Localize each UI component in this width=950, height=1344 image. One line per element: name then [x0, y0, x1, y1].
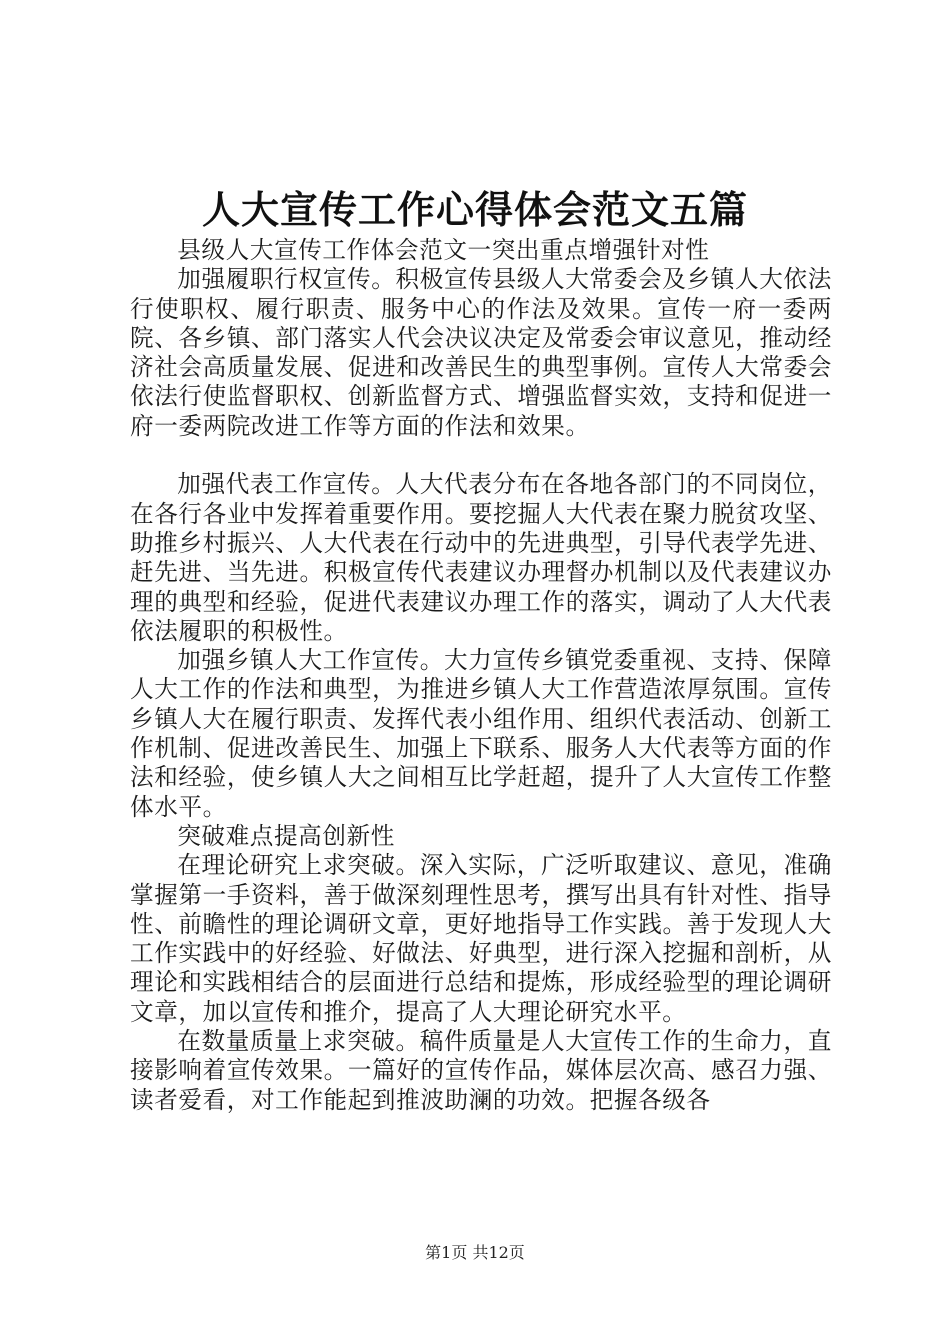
document-title: 人大宣传工作心得体会范文五篇: [201, 187, 748, 232]
paragraph-5: 在数量质量上求突破。稿件质量是人大宣传工作的生命力，直接影响着宣传效果。一篇好的宣传作品，媒体层次高、感召力强、读者爱看，对工作能起到推波助澜的功效。把握各级各: [130, 1027, 832, 1114]
paragraph-2: 加强代表工作宣传。人大代表分布在各地各部门的不同岗位，在各行各业中发挥着重要作用。要挖掘人大代表在聚力脱贫攻坚、助推乡村振兴、人大代表在行动中的先进典型，引导代表学先进、赶先进、当先进。积极宣传代表建议办理督办机制以及代表建议办理的典型和经验，促进代表建议办理工作的落实，调动了人大代表依法履职的积极性。: [130, 470, 832, 645]
paragraph-subtitle: 县级人大宣传工作体会范文一突出重点增强针对性: [177, 236, 710, 264]
paragraph-3: 加强乡镇人大工作宣传。大力宣传乡镇党委重视、支持、保障人大工作的作法和典型，为推进乡镇人大工作营造浓厚氛围。宣传乡镇人大在履行职责、发挥代表小组作用、组织代表活动、创新工作机制、促进改善民生、加强上下联系、服务人大代表等方面的作法和经验，使乡镇人大之间相互比学赶超，提升了人大宣传工作整体水平。: [130, 646, 832, 821]
paragraph-1: 加强履职行权宣传。积极宣传县级人大常委会及乡镇人大依法行使职权、履行职责、服务中心的作法及效果。宣传一府一委两院、各乡镇、部门落实人代会决议决定及常委会审议意见，推动经济社会高质量发展、促进和改善民生的典型事例。宣传人大常委会依法行使监督职权、创新监督方式、增强监督实效，支持和促进一府一委两院改进工作等方面的作法和效果。: [130, 265, 832, 440]
page-footer: 第1页 共12页: [425, 1243, 525, 1262]
paragraph-4: 在理论研究上求突破。深入实际，广泛听取建议、意见，准确掌握第一手资料，善于做深刻理性思考，撰写出具有针对性、指导性、前瞻性的理论调研文章，更好地指导工作实践。善于发现人大工作实践中的好经验、好做法、好典型，进行深入挖掘和剖析，从理论和实践相结合的层面进行总结和提炼，形成经验型的理论调研文章，加以宣传和推介，提高了人大理论研究水平。: [130, 851, 832, 1026]
document-body: [130, 236, 832, 1115]
section-heading: 突破难点提高创新性: [177, 821, 395, 850]
paragraph-gap: [130, 441, 832, 470]
